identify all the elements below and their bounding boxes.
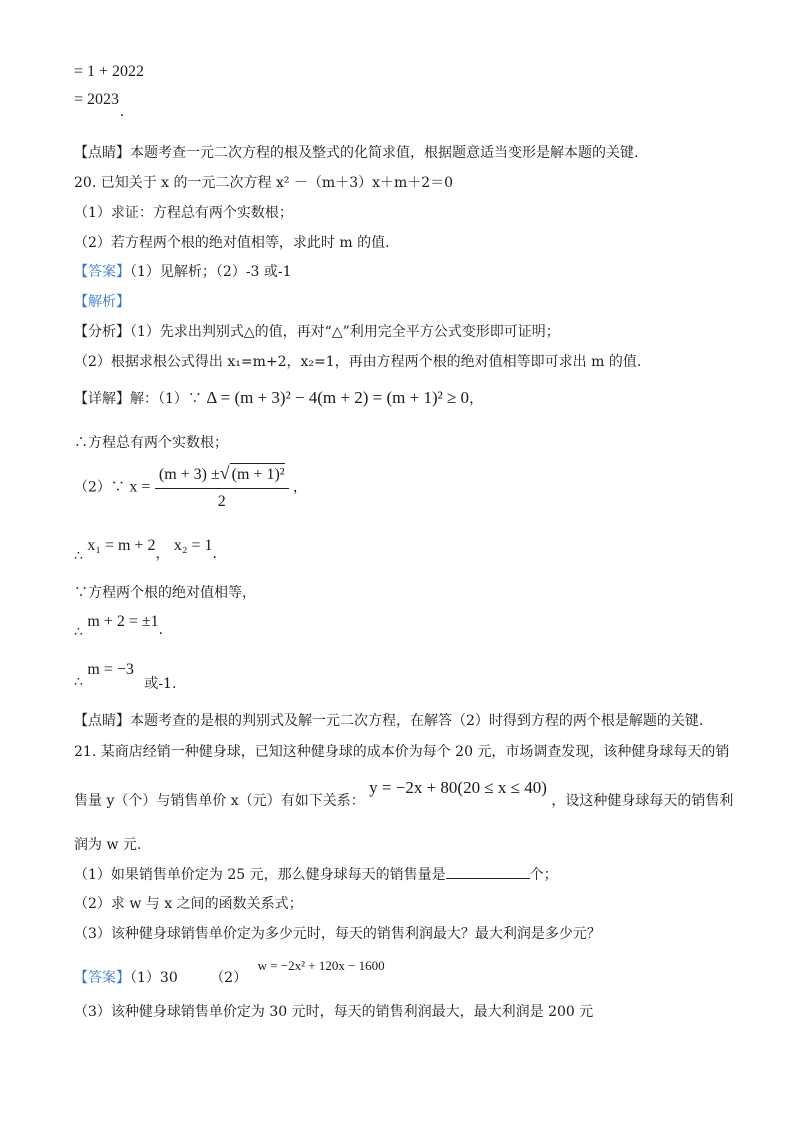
- m-abs-expression: m + 2 = ±1: [87, 613, 159, 630]
- q20-m-abs-line: [74, 612, 164, 640]
- q21-answer1: （1）30: [130, 970, 178, 986]
- q21-line3: 润为 w 元.: [74, 837, 142, 853]
- w-expression: w = −2x² + 120x − 1600: [257, 958, 385, 973]
- roots-period: .: [212, 546, 217, 562]
- prev-dianjing-line: [74, 143, 638, 163]
- prev-step-line2: = 2023: [74, 91, 120, 108]
- dianjing-tag-2: 【点睛】: [74, 713, 130, 729]
- q21-part2: （2）求 w 与 x 之间的函数关系式；: [74, 896, 303, 912]
- therefore-symbol-2: ∴: [74, 624, 83, 640]
- root-fraction-numerator: (m + 3) ±√ (m + 1)²: [155, 462, 289, 489]
- relation-expression: y = −2x + 80(20 ≤ x ≤ 40): [369, 778, 547, 797]
- dianjing-text: 本题考查一元二次方程的根及整式的化简求值，根据题意适当变形是解本题的关键.: [130, 145, 639, 161]
- q20-conclusion1: ∴方程总有两个实数根；: [74, 435, 228, 451]
- q21-part1: [74, 864, 558, 885]
- q21-line2-b: ，设这种健身球每天的销售利: [551, 793, 734, 809]
- q20-title: 20. 已知关于 x 的一元二次方程 x² －（m＋3）x＋m＋2＝0: [74, 175, 454, 191]
- root-comma: ，: [293, 479, 308, 496]
- q21-line2-a: 售量 y（个）与销售单价 x（元）有如下关系：: [74, 793, 365, 809]
- m-abs-period: .: [158, 622, 164, 638]
- q20-because-line: ∵方程两个根的绝对值相等，: [74, 585, 256, 601]
- numerator-sqrt: (m + 1)²: [230, 463, 285, 486]
- fenxi-text: （1）先求出判别式△的值，再对“△”利用完全平方公式变形即可证明；: [130, 324, 560, 340]
- prev-step-line1: = 1 + 2022: [74, 63, 145, 80]
- q21-part1-a: （1）如果销售单价定为 25 元，那么健身球每天的销售量是: [74, 867, 446, 883]
- therefore-symbol: ∴: [74, 548, 83, 564]
- x2-expression: x₂ = 1: [173, 537, 213, 554]
- delta-expression: Δ = (m + 3)² − 4(m + 2) = (m + 1)² ≥ 0: [206, 388, 470, 407]
- fenxi-tag: 【分析】: [74, 324, 130, 340]
- prev-step-period: .: [120, 103, 124, 120]
- q20-m-result-line: [74, 660, 177, 692]
- q21-line1: 21. 某商店经销一种健身球，已知这种健身球的成本价为每个 20 元，市场调查发现，该种健身球每天的销: [74, 744, 730, 760]
- q21-line2: [74, 778, 734, 811]
- answer-text: （1）见解析；（2）-3 或-1: [130, 264, 292, 280]
- dianjing-tag: 【点睛】: [74, 145, 130, 161]
- q20-root-formula-line: [74, 462, 307, 513]
- q20-answer-line: [74, 262, 292, 282]
- q20-fenxi-line2: （2）根据求根公式得出 x₁=m+2，x₂=1，再由方程两个根的绝对值相等即可求出 m 的值.: [74, 354, 642, 370]
- q20-part2: （2）若方程两个根的绝对值相等，求此时 m 的值.: [74, 235, 390, 251]
- root-fraction: [155, 462, 289, 513]
- q21-part1-b: 个；: [529, 867, 558, 883]
- numerator-a: (m + 3) ±: [158, 466, 220, 483]
- therefore-symbol-3: ∴: [74, 674, 83, 690]
- q20-xiangjie-line: [74, 388, 483, 409]
- xiangjie-tag: 【详解】: [74, 391, 130, 407]
- q20-roots-line: [74, 536, 217, 564]
- q20-dianjing-line: [74, 711, 703, 731]
- roots-comma: ，: [155, 546, 170, 562]
- q21-answer-tag: 【答案】: [74, 970, 130, 986]
- m-result-or: 或-1.: [144, 676, 177, 692]
- q21-answer3: （3）该种健身球销售单价定为 30 元时，每天的销售利润最大，最大利润是 200 元: [74, 1004, 594, 1020]
- q21-part3: （3）该种健身球销售单价定为多少元时，每天的销售利润最大？最大利润是多少元？: [74, 926, 601, 942]
- answer-blank: [446, 864, 530, 879]
- m-result-expression: m = −3: [87, 661, 134, 678]
- q20-part1: （1）求证：方程总有两个实数根；: [74, 205, 293, 221]
- xiangjie-lead: 解：（1）∵: [130, 391, 202, 407]
- root-fraction-denominator: 2: [217, 493, 226, 510]
- delta-comma: ，: [469, 391, 484, 407]
- q21-answer-line: [74, 956, 385, 1000]
- x-equals: x =: [129, 478, 151, 496]
- answer-tag: 【答案】: [74, 264, 130, 280]
- part2-lead: （2）∵: [74, 479, 125, 496]
- q21-answer2: （2）: [210, 970, 248, 986]
- x1-expression: x₁ = m + 2: [87, 537, 156, 554]
- analysis-tag: 【解析】: [74, 294, 130, 310]
- q20-fenxi-line: [74, 322, 560, 342]
- dianjing-text-2: 本题考查的是根的判别式及解一元二次方程，在解答（2）时得到方程的两个根是解题的关键.: [130, 713, 704, 729]
